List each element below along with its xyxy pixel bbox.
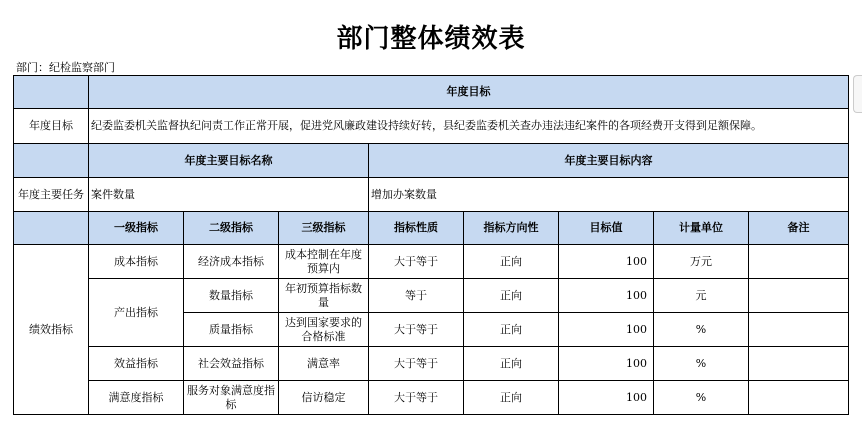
note-cell xyxy=(749,313,849,347)
indicator-group-label: 绩效指标 xyxy=(14,245,89,415)
note-cell xyxy=(749,347,849,381)
annual-goal-header: 年度目标 xyxy=(89,76,849,109)
level2-cell: 质量指标 xyxy=(184,313,279,347)
unit-cell: % xyxy=(654,313,749,347)
level3-cell: 达到国家要求的合格标准 xyxy=(279,313,369,347)
side-panel-tab[interactable] xyxy=(853,75,862,113)
annual-tasks-label: 年度主要任务 xyxy=(14,178,89,212)
tasks-header-corner xyxy=(14,144,89,178)
level3-cell: 成本控制在年度预算内 xyxy=(279,245,369,279)
col-header-target: 目标值 xyxy=(559,212,654,245)
direction-cell: 正向 xyxy=(464,381,559,415)
level2-cell: 社会效益指标 xyxy=(184,347,279,381)
note-cell xyxy=(749,279,849,313)
unit-cell: 元 xyxy=(654,279,749,313)
target-cell: 100 xyxy=(559,245,654,279)
task-content-value: 增加办案数量 xyxy=(369,178,849,212)
unit-cell: % xyxy=(654,347,749,381)
col-header-note: 备注 xyxy=(749,212,849,245)
level2-cell: 数量指标 xyxy=(184,279,279,313)
table-row xyxy=(14,347,849,381)
target-cell: 100 xyxy=(559,381,654,415)
indicator-header-corner xyxy=(14,212,89,245)
performance-table xyxy=(13,75,849,415)
note-cell xyxy=(749,381,849,415)
level1-cell: 满意度指标 xyxy=(89,381,184,415)
unit-cell: % xyxy=(654,381,749,415)
direction-cell: 正向 xyxy=(464,245,559,279)
table-row xyxy=(14,245,849,279)
level1-cell: 产出指标 xyxy=(89,279,184,347)
col-header-level2: 二级指标 xyxy=(184,212,279,245)
task-name-header: 年度主要目标名称 xyxy=(89,144,369,178)
col-header-level3: 三级指标 xyxy=(279,212,369,245)
col-header-direction: 指标方向性 xyxy=(464,212,559,245)
level1-cell: 成本指标 xyxy=(89,245,184,279)
level3-cell: 满意率 xyxy=(279,347,369,381)
nature-cell: 大于等于 xyxy=(369,313,464,347)
unit-cell: 万元 xyxy=(654,245,749,279)
note-cell xyxy=(749,245,849,279)
level1-cell: 效益指标 xyxy=(89,347,184,381)
nature-cell: 大于等于 xyxy=(369,347,464,381)
level3-cell: 信访稳定 xyxy=(279,381,369,415)
direction-cell: 正向 xyxy=(464,347,559,381)
target-cell: 100 xyxy=(559,313,654,347)
department-label: 部门：纪检监察部门 xyxy=(16,61,115,74)
task-content-header: 年度主要目标内容 xyxy=(369,144,849,178)
target-cell: 100 xyxy=(559,279,654,313)
col-header-nature: 指标性质 xyxy=(369,212,464,245)
target-cell: 100 xyxy=(559,347,654,381)
annual-goal-content: 纪委监委机关监督执纪问责工作正常开展，促进党风廉政建设持续好转，县纪委监委机关查办违法违纪案件的各项经费开支得到足额保障。 xyxy=(89,109,849,144)
nature-cell: 等于 xyxy=(369,279,464,313)
direction-cell: 正向 xyxy=(464,279,559,313)
col-header-level1: 一级指标 xyxy=(89,212,184,245)
level3-cell: 年初预算指标数量 xyxy=(279,279,369,313)
page-title: 部门整体绩效表 xyxy=(336,24,526,54)
nature-cell: 大于等于 xyxy=(369,245,464,279)
level2-cell: 服务对象满意度指标 xyxy=(184,381,279,415)
direction-cell: 正向 xyxy=(464,313,559,347)
col-header-unit: 计量单位 xyxy=(654,212,749,245)
nature-cell: 大于等于 xyxy=(369,381,464,415)
task-name-value: 案件数量 xyxy=(89,178,369,212)
header-corner xyxy=(14,76,89,109)
annual-goal-label: 年度目标 xyxy=(14,109,89,144)
table-row xyxy=(14,279,849,313)
level2-cell: 经济成本指标 xyxy=(184,245,279,279)
table-row xyxy=(14,381,849,415)
